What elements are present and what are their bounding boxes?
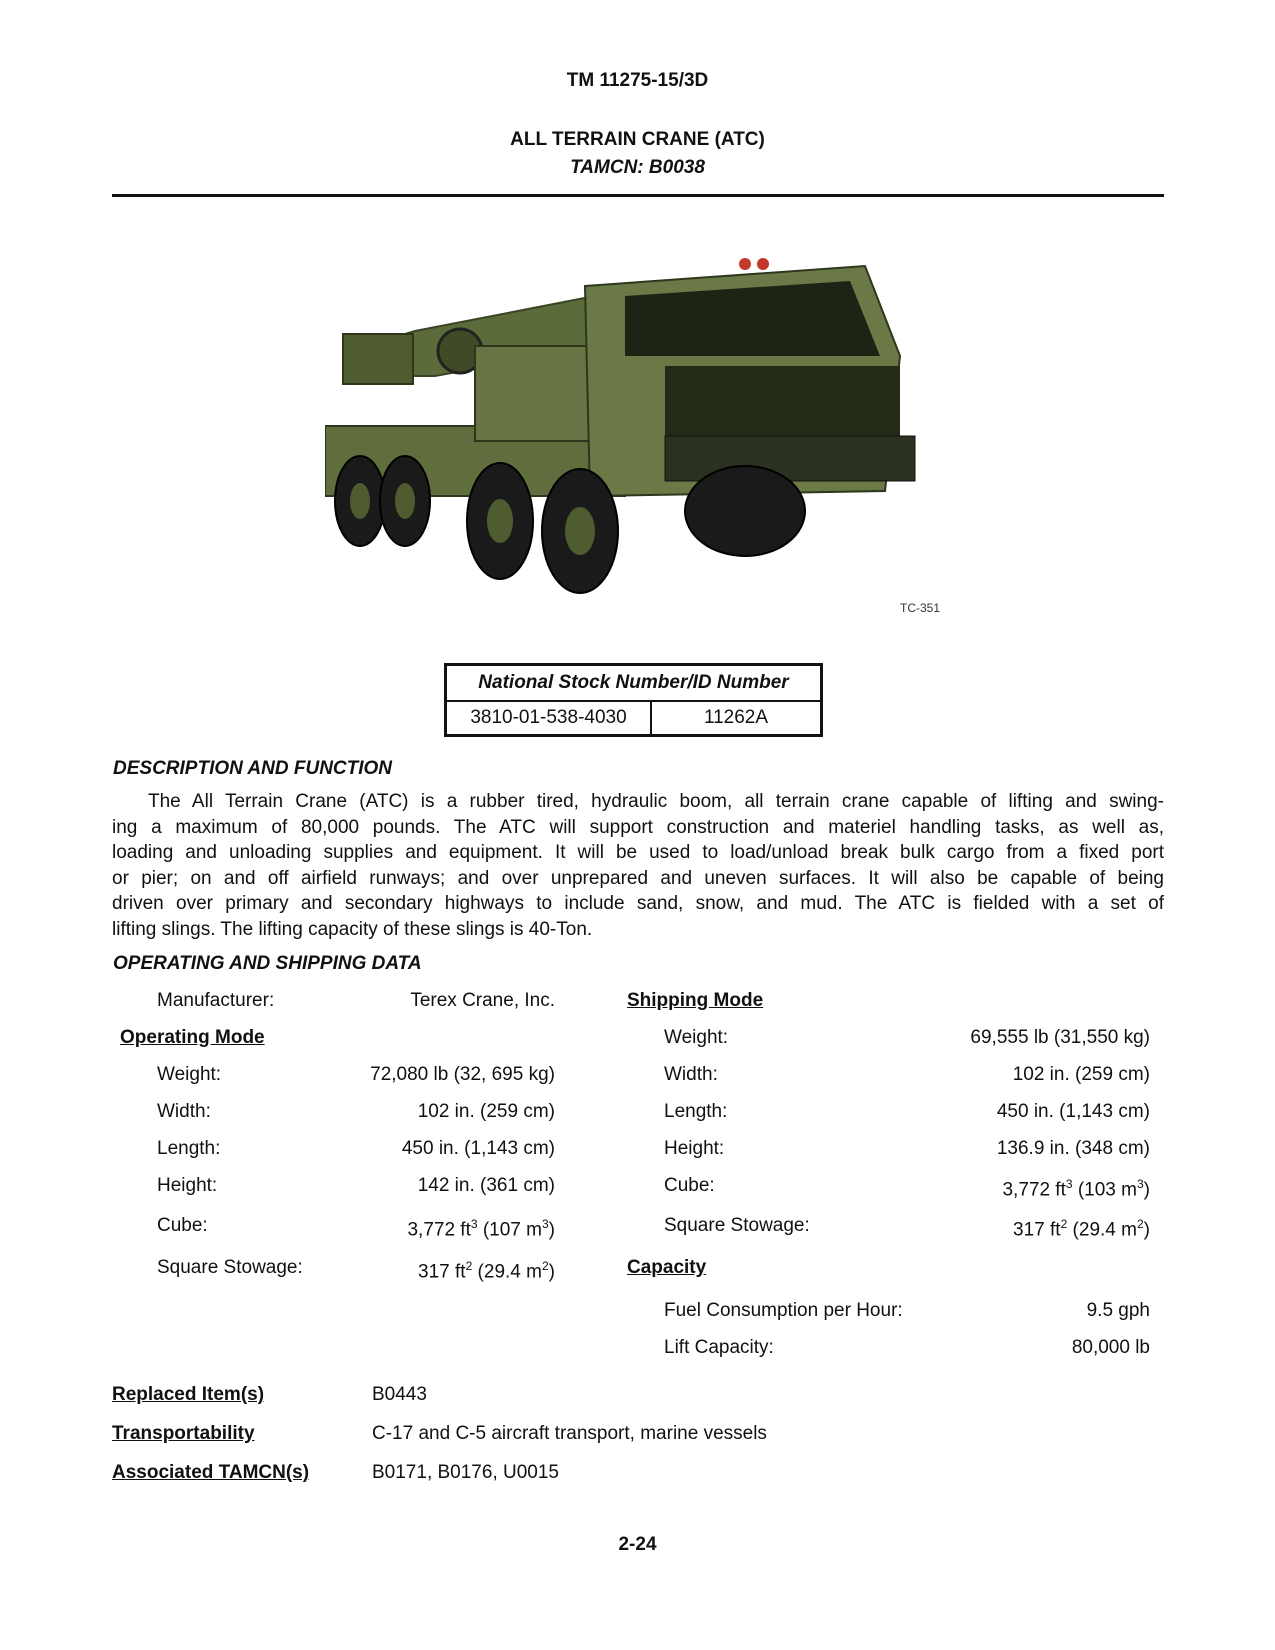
crane-vehicle-image <box>325 256 955 616</box>
id-number-value: 11262A <box>703 707 769 728</box>
description-line: The All Terrain Crane (ATC) is a rubber tired, hydraulic boom, all terrain crane capable of lifting and swing- <box>148 791 1164 812</box>
ship-cube-value: 3,772 $ft^3$ (103 $m^3$) <box>1002 1177 1150 1201</box>
ship-width-label: Width: <box>664 1064 718 1085</box>
ship-stowage-label: Square Stowage: <box>664 1215 810 1236</box>
op-cube-label: Cube: <box>157 1215 208 1236</box>
op-weight-value: 72,080 lb (32, 695 kg) <box>370 1064 555 1085</box>
lift-capacity-label: Lift Capacity: <box>664 1337 774 1358</box>
op-height-label: Height: <box>157 1175 218 1196</box>
manufacturer-label: Manufacturer: <box>157 990 275 1011</box>
op-height-value: 142 in. (361 cm) <box>417 1175 555 1196</box>
associated-tamcn-value: B0171, B0176, U0015 <box>372 1462 559 1483</box>
description-line: driven over primary and secondary highways to include sand, snow, and mud. The ATC is fielded with a set of <box>112 893 1164 914</box>
description-line: lifting slings. The lifting capacity of these slings is 40-Ton. <box>112 918 593 940</box>
ship-height-value: 136.9 in. (348 cm) <box>996 1138 1150 1159</box>
operating-mode-heading: Operating Mode <box>120 1027 265 1048</box>
op-length-label: Length: <box>157 1138 221 1159</box>
fuel-consumption-value: 9.5 gph <box>1086 1300 1150 1321</box>
op-stowage-label: Square Stowage: <box>157 1257 303 1278</box>
op-stowage-value: 317 $ft^2$ (29.4 $m^2$) <box>418 1259 555 1283</box>
figure-caption: TC-351 <box>900 601 941 615</box>
replaced-items-label: Replaced Item(s) <box>112 1384 265 1405</box>
capacity-heading: Capacity <box>627 1257 707 1278</box>
description-heading: DESCRIPTION AND FUNCTION <box>113 758 393 779</box>
page-title: ALL TERRAIN CRANE (ATC) <box>510 129 765 150</box>
op-width-value: 102 in. (259 cm) <box>417 1101 555 1122</box>
nsn-table <box>444 663 823 737</box>
ship-width-value: 102 in. (259 cm) <box>1012 1064 1150 1085</box>
lift-capacity-value: 80,000 lb <box>1071 1337 1150 1358</box>
ship-weight-value: 69,555 lb (31,550 kg) <box>970 1027 1150 1048</box>
op-cube-value: 3,772 $ft^3$ (107 $m^3$) <box>407 1217 555 1241</box>
op-width-label: Width: <box>157 1101 211 1122</box>
associated-tamcn-label: Associated TAMCN(s) <box>112 1462 310 1483</box>
ship-weight-label: Weight: <box>664 1027 729 1048</box>
ship-length-value: 450 in. (1,143 cm) <box>996 1101 1150 1122</box>
description-paragraph <box>112 789 1164 942</box>
ship-stowage-value: 317 $ft^2$ (29.4 $m^2$) <box>1013 1217 1150 1241</box>
document-number: TM 11275-15/3D <box>566 70 709 91</box>
nsn-value: 3810-01-538-4030 <box>446 701 652 736</box>
manufacturer-value: Terex Crane, Inc. <box>410 990 555 1011</box>
description-line: or pier; on and off airfield runways; and over unprepared and uneven surfaces. It will also be capable of being <box>112 867 1164 889</box>
transportability-label: Transportability <box>112 1423 255 1444</box>
fuel-consumption-label: Fuel Consumption per Hour: <box>664 1300 903 1321</box>
replaced-items-value: B0443 <box>372 1384 427 1405</box>
nsn-table-header: National Stock Number/ID Number <box>446 665 822 702</box>
op-weight-label: Weight: <box>157 1064 222 1085</box>
description-line: ing a maximum of 80,000 pounds. The ATC will support construction and materiel handling tasks, as well as, <box>112 816 1164 838</box>
ship-length-label: Length: <box>664 1101 728 1122</box>
ship-cube-label: Cube: <box>664 1175 715 1196</box>
transportability-value: C-17 and C-5 aircraft transport, marine vessels <box>372 1423 767 1444</box>
ops-heading: OPERATING AND SHIPPING DATA <box>113 953 422 974</box>
tamcn-subtitle: TAMCN: B0038 <box>570 157 705 178</box>
ship-height-label: Height: <box>664 1138 725 1159</box>
page-number: 2-24 <box>618 1534 657 1555</box>
description-line: loading and unloading supplies and equipment. It will be used to load/unload break bulk cargo from a fixed port <box>112 842 1164 863</box>
header-rule <box>112 194 1164 197</box>
shipping-mode-heading: Shipping Mode <box>627 990 764 1011</box>
op-length-value: 450 in. (1,143 cm) <box>401 1138 555 1159</box>
